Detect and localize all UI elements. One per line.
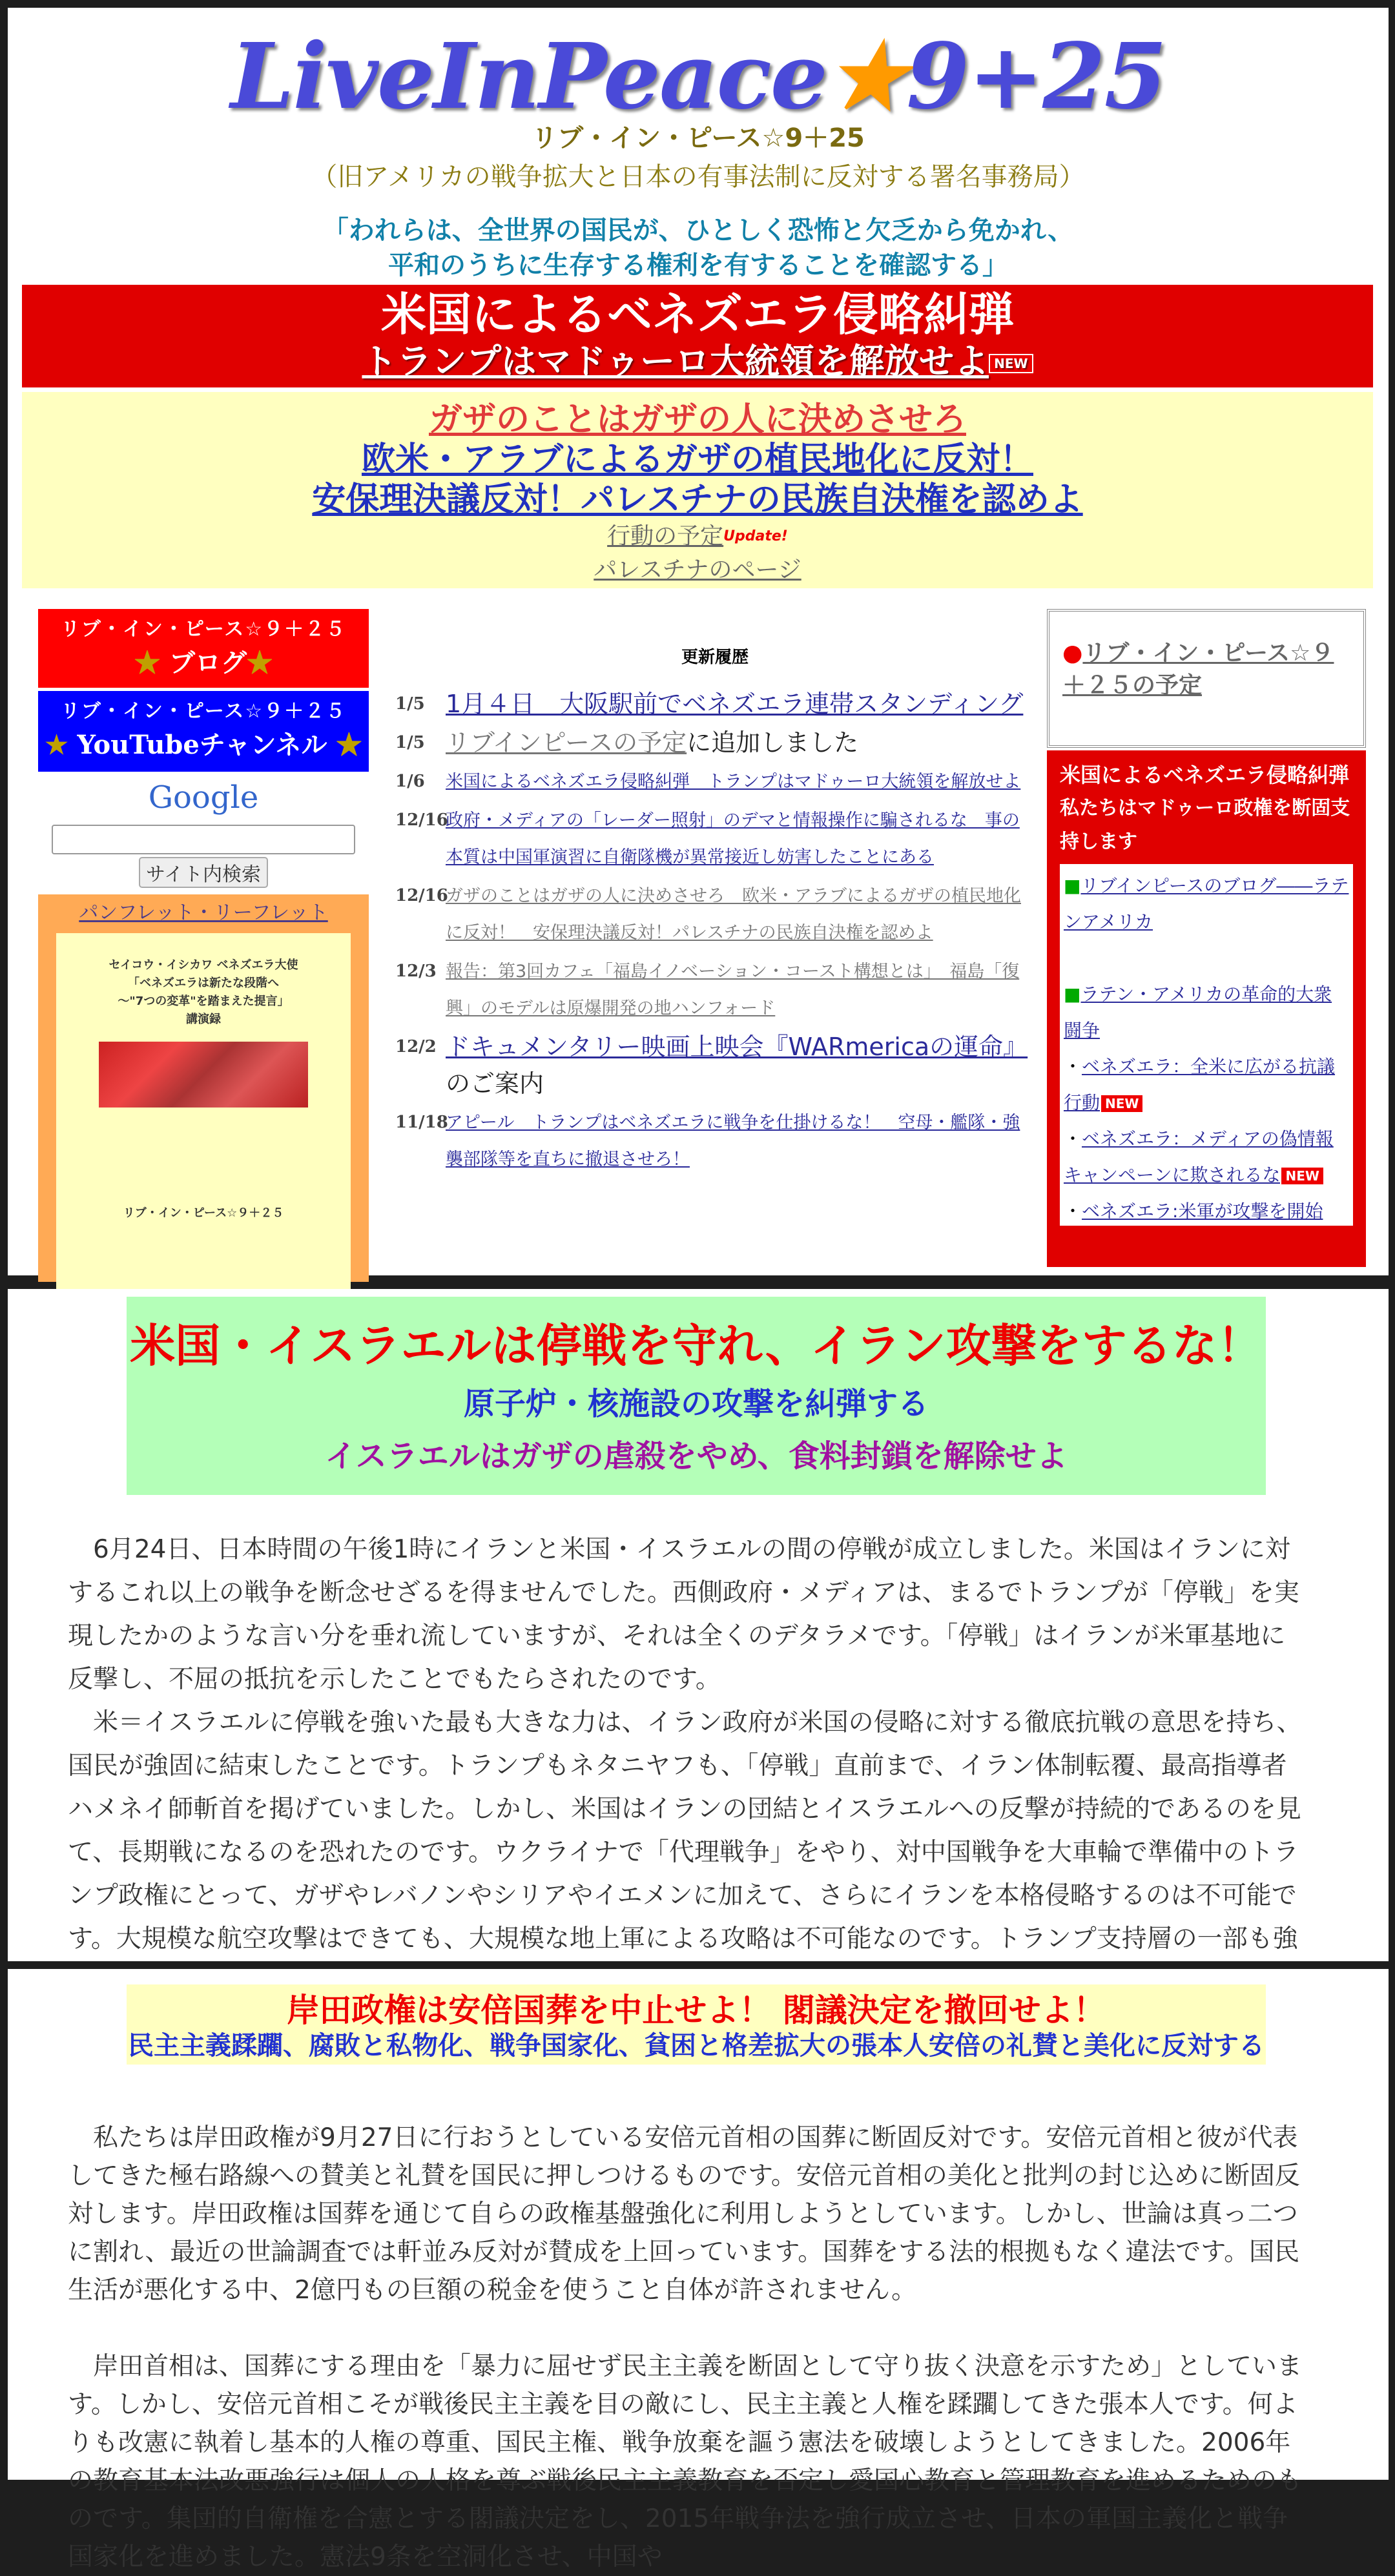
paragraph: 私たちは岸田政権が9月27日に行おうとしている安倍元首相の国葬に断固反対です。安倍元首相と彼が代表してきた極右路線への賛美と礼賛を国民に押しつけるものです。安倍元首相の美化と批判の封じ込めに断固反対します。岸田政権は国葬を通じて自らの政権基盤強化に利用しようとしています。しかし、世論は真っ二つに割れ、最近の世論調査では軒並み反対が賛成を上回っています。国葬をする法的根拠もなく違法です。国民生活が悪化する中、2億円もの巨額の税金を使うこと自体が許されません。 xyxy=(68,2123,1300,2305)
star-icon: ★ xyxy=(134,648,161,678)
venezuela-link[interactable]: ベネズエラ:米軍が攻撃を開始 xyxy=(1082,1200,1323,1222)
schedule-box xyxy=(1047,609,1366,748)
star-icon: ★ xyxy=(246,648,273,678)
update-item xyxy=(395,802,1035,876)
site-search-input[interactable] xyxy=(52,825,355,854)
update-link[interactable]: アピール トランプはベネズエラに戦争を仕掛けるな！ 空母・艦隊・強襲部隊等を直ちに撤退させろ！ xyxy=(446,1113,1020,1170)
abe-subtitle: 民主主義蹂躙、腐敗と私物化、戦争国家化、貧困と格差拡大の張本人安倍の礼賛と美化に反対する xyxy=(128,2031,1265,2061)
venezuela-link[interactable]: ベネズエラ：メディアの偽情報キャンペーンに欺されるな xyxy=(1064,1128,1334,1186)
banner-link[interactable]: トランプはマドゥーロ大統領を解放せよ xyxy=(362,341,989,382)
venezuela-box-title: 米国によるベネズエラ侵略糾弾 xyxy=(1060,763,1350,787)
abe-title: 岸田政権は安倍国葬を中止せよ！ 閣議決定を撤回せよ！ xyxy=(287,1992,1106,2029)
venezuela-links xyxy=(1060,864,1353,1226)
update-link[interactable]: 政府・メディアの「レーダー照射」のデマと情報操作に騙されるな 事の本質は中国軍演習に自衛隊機が異常接近し妨害したことにある xyxy=(446,810,1020,867)
venezuela-box-subtitle: 私たちはマドゥーロ政権を断固支持します xyxy=(1060,797,1350,853)
blog-top-label: リブ・イン・ピース☆９＋２５ xyxy=(60,618,347,641)
venezuela-link-item xyxy=(1064,1049,1349,1121)
update-link[interactable]: 報告：第3回カフェ「福島イノベーション・コースト構想とは」 福島「復興」のモデルは原爆開発の地ハンフォード xyxy=(446,962,1020,1018)
update-link[interactable]: 米国によるベネズエラ侵略糾弾 トランプはマドゥーロ大統領を解放せよ xyxy=(446,772,1021,792)
abe-article xyxy=(68,2119,1307,2576)
venezuela-link[interactable]: リブインピースのブログ――ラテンアメリカ xyxy=(1064,875,1349,933)
pamphlet-title: 講演録 xyxy=(186,1013,221,1026)
venezuela-link-item xyxy=(1064,976,1349,1049)
update-date: 12/2 xyxy=(395,1037,437,1056)
rally-photo xyxy=(99,1042,308,1108)
update-history-heading: 更新履歴 xyxy=(681,648,749,667)
update-item xyxy=(395,1104,1035,1178)
homepage-panel xyxy=(8,8,1389,1275)
logo-number: 9+25 xyxy=(906,24,1166,130)
pamphlet-title: ～"7つの変革"を踏まえた提言」 xyxy=(118,994,289,1008)
iran-article xyxy=(68,1528,1307,2004)
new-badge: NEW xyxy=(1100,1094,1144,1113)
venezuela-box xyxy=(1047,750,1366,1267)
bullet-icon: ● xyxy=(1062,640,1083,666)
bullet-icon: ・ xyxy=(1064,1056,1082,1077)
update-link[interactable]: ガザのことはガザの人に決めさせろ 欧米・アラブによるガザの植民地化に反対！ 安保理決議反対！パレスチナの民族自決権を認めよ xyxy=(446,886,1021,943)
update-badge: Update! xyxy=(723,528,788,544)
iran-title: 米国・イスラエルは停戦を守れ、イラン攻撃をするな！ xyxy=(130,1319,1263,1372)
palestine-page-link[interactable]: パレスチナのページ xyxy=(594,557,801,583)
venezuela-link[interactable]: ベネズエラ：全米に広がる抗議行動 xyxy=(1064,1056,1336,1113)
pamphlet-link[interactable]: パンフレット・リーフレット xyxy=(79,902,328,924)
update-item xyxy=(395,763,1035,800)
star-icon: ★ xyxy=(45,730,68,760)
new-badge: NEW xyxy=(989,354,1033,373)
blog-label: ブログ xyxy=(169,648,247,678)
right-sidebar xyxy=(1047,609,1366,1267)
youtube-top-label: リブ・イン・ピース☆９＋２５ xyxy=(60,700,347,723)
star-icon: ★ xyxy=(336,730,362,760)
bullet-icon: ・ xyxy=(1064,1200,1082,1222)
site-subtitle: リブ・イン・ピース☆9＋25 xyxy=(532,123,865,153)
iran-headline-box xyxy=(127,1297,1266,1495)
gaza-box xyxy=(22,392,1373,588)
palestine-self-determination-link[interactable]: 安保理決議反対！パレスチナの民族自決権を認めよ xyxy=(312,480,1083,519)
update-date: 11/18 xyxy=(395,1113,448,1132)
update-history xyxy=(395,609,1035,1180)
update-date: 1/6 xyxy=(395,772,425,791)
site-logo[interactable] xyxy=(8,24,1389,130)
banner-title: 米国によるベネズエラ侵略糾弾 xyxy=(381,288,1014,341)
new-badge: NEW xyxy=(1280,1166,1324,1186)
update-link[interactable]: リブインピースの予定 xyxy=(446,728,687,757)
gaza-link[interactable]: ガザのことはガザの人に決めさせろ xyxy=(428,400,966,439)
abe-funeral-panel xyxy=(8,1969,1389,2571)
bullet-icon: ■ xyxy=(1064,875,1081,896)
pamphlet-title: 「ベネズエラは新たな段階へ xyxy=(128,976,279,990)
update-date: 12/3 xyxy=(395,962,437,981)
constitution-quote xyxy=(8,213,1389,283)
quote-line: 平和のうちに生存する権利を有することを確認する」 xyxy=(388,251,1008,280)
update-item xyxy=(395,1029,1035,1102)
update-date: 12/16 xyxy=(395,810,448,830)
google-logo xyxy=(38,779,369,818)
iran-subtitle: 原子炉・核施設の攻撃を糾弾する xyxy=(463,1386,929,1422)
update-suffix: に追加しました xyxy=(687,728,859,757)
former-name: （旧アメリカの戦争拡大と日本の有事法制に反対する署名事務局） xyxy=(311,162,1085,192)
venezuela-link[interactable]: ラテン・アメリカの革命的大衆闘争 xyxy=(1064,984,1332,1041)
site-search-button[interactable]: サイト内検索 xyxy=(139,857,268,888)
left-sidebar xyxy=(38,609,369,1282)
update-link[interactable]: 1月４日 大阪駅前でベネズエラ連帯スタンディング xyxy=(446,690,1024,718)
abe-headline-box xyxy=(127,1984,1266,2065)
youtube-label: YouTubeチャンネル xyxy=(77,730,327,760)
bullet-icon: ■ xyxy=(1064,984,1081,1005)
update-item xyxy=(395,953,1035,1027)
update-item xyxy=(395,878,1035,951)
update-link[interactable]: ドキュメンタリー映画上映会『WARmericaの運命』 xyxy=(446,1033,1028,1061)
iran-subtitle: イスラエルはガザの虐殺をやめ、食料封鎖を解除せよ xyxy=(325,1438,1068,1474)
pamphlet-footer: リブ・イン・ピース☆９＋２５ xyxy=(123,1206,284,1220)
paragraph: 6月24日、日本時間の午後1時にイランと米国・イスラエルの間の停戦が成立しました。米国はイランに対するこれ以上の戦争を断念せざるを得ませんでした。西側政府・メディアは、まるでトランプが「停戦」を実現したかのような言い分を垂れ流していますが、それは全くのデタラメです。「停戦」はイランが米軍基地に反撃し、不屈の抵抗を示したことでもたらされたのです。 xyxy=(68,1535,1299,1694)
youtube-button[interactable] xyxy=(38,691,369,772)
schedule-link[interactable]: 行動の予定 xyxy=(607,523,724,550)
logo-text: LiveInPeace xyxy=(231,24,827,130)
bullet-icon: ・ xyxy=(1064,1128,1082,1149)
blog-button[interactable] xyxy=(38,609,369,688)
gaza-colonization-link[interactable]: 欧米・アラブによるガザの植民地化に反対！ xyxy=(361,440,1033,479)
google-logo-text: Google xyxy=(148,779,259,816)
banner-subtitle[interactable] xyxy=(22,340,1373,383)
update-suffix: のご案内 xyxy=(446,1069,544,1098)
schedule-link[interactable]: リブ・イン・ピース☆９＋２５の予定 xyxy=(1062,640,1334,699)
quote-line: 「われらは、全世界の国民が、ひとしく恐怖と欠乏から免かれ、 xyxy=(322,216,1074,245)
venezuela-banner[interactable] xyxy=(22,285,1373,387)
update-date: 12/16 xyxy=(395,886,448,905)
pamphlet-cover[interactable] xyxy=(56,933,351,1295)
update-date: 1/5 xyxy=(395,694,425,714)
iran-panel xyxy=(8,1289,1389,1961)
star-icon: ★ xyxy=(826,24,907,130)
pamphlet-box xyxy=(38,894,369,1282)
update-item xyxy=(395,686,1035,723)
venezuela-link-item xyxy=(1064,1121,1349,1193)
update-date: 1/5 xyxy=(395,733,425,752)
paragraph: 岸田首相は、国葬にする理由を「暴力に屈せず民主主義を断固として守り抜く決意を示すため」としています。しかし、安倍元首相こそが戦後民主主義を目の敵にし、民主主義と人権を蹂躙してきた張本人です。何よりも改憲に執着し基本的人権の尊重、国民主権、戦争放棄を謳う憲法を破壊しようとしてきました。2006年の教育基本法改悪強行は個人の人格を尊ぶ戦後民主主義教育を否定し愛国心教育と管理教育を進めるためのものです。集団的自衛権を合憲とする閣議決定をし、2015年戦争法を強行成立させ、日本の軍国主義化と戦争国家化を進めました。憲法9条を空洞化させ、中国や xyxy=(68,2352,1303,2571)
paragraph: 米＝イスラエルに停戦を強いた最も大きな力は、イラン政府が米国の侵略に対する徹底抗戦の意思を持ち、国民が強固に結束したことです。トランプもネタニヤフも、「停戦」直前まで、イラン体制転覆、最高指導者ハメネイ師斬首を掲げていました。しかし、米国はイランの団結とイスラエルへの反撃が持続的であるのを見て、長期戦になるのを恐れたのです。ウクライナで「代理戦争」をやり、対中国戦争を大車輪で準備中のトランプ政権にとって、ガザやレバノンやシリアやイエメンに加えて、さらにイランを本格侵略するのは不可能です。大規模な航空攻撃はできても、大規模な地上軍による攻略は不可能なのです。トランプ支持層の一部も強 xyxy=(68,1708,1302,1953)
update-item xyxy=(395,725,1035,761)
venezuela-link-item xyxy=(1064,1193,1349,1230)
venezuela-link-item xyxy=(1064,868,1349,940)
pamphlet-author: セイコウ・イシカワ ベネズエラ大使 xyxy=(108,958,298,972)
